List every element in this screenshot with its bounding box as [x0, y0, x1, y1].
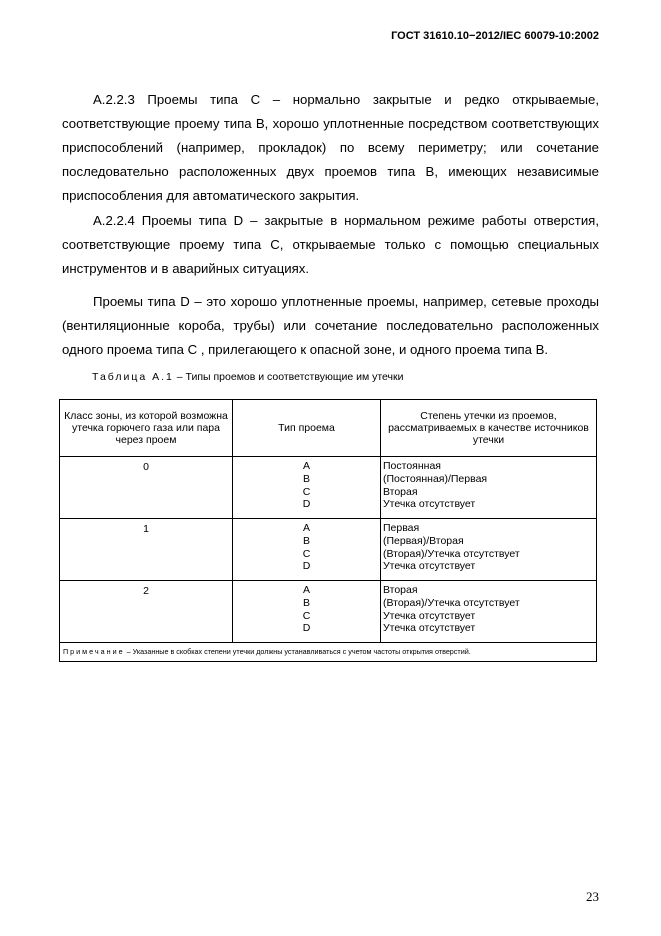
leaks-cell	[381, 519, 597, 581]
note-label: Примечание	[63, 647, 125, 656]
leak-item: Первая	[383, 522, 420, 534]
standard-header: ГОСТ 31610.10−2012/IEC 60079-10:2002	[391, 30, 599, 42]
type-item: A	[302, 522, 310, 534]
type-item: D	[302, 622, 311, 635]
table-row	[60, 457, 597, 519]
type-item: A	[302, 584, 310, 596]
leak-item: Вторая	[383, 584, 418, 596]
leak-item: Постоянная	[383, 460, 441, 472]
types-cell	[233, 581, 381, 643]
leak-item: (Вторая)/Утечка отсутствует	[383, 596, 520, 609]
leak-item: Утечка отсутствует	[383, 609, 476, 622]
leak-item: Вторая	[383, 485, 418, 498]
zone-cell: 0	[60, 457, 233, 519]
table-caption-text: – Типы проемов и соответствующие им утечки	[173, 371, 404, 383]
page-number: 23	[586, 889, 599, 904]
type-item: B	[302, 472, 310, 485]
leak-item: Утечка отсутствует	[383, 498, 476, 511]
type-item: D	[302, 498, 311, 511]
note-text: – Указанные в скобках степени утечки должны устанавливаться с учетом частоты открытия отверстий.	[124, 647, 471, 656]
type-item: C	[302, 609, 311, 622]
type-item: D	[302, 560, 311, 573]
header-leak-degree: Степень утечки из проемов, рассматриваемых в качестве источников утечки	[381, 400, 597, 457]
table-note	[60, 643, 597, 662]
table-note-row	[60, 643, 597, 662]
table-caption-label: Таблица А.1	[92, 371, 174, 383]
paragraph-type-d: Проемы типа D – это хорошо уплотненные проемы, например, сетевые проходы (вентиляционные короба, трубы) или сочетание последовательно расположенных одного проема типа С , прилегающего к опасной зоне, и одного проема типа В.	[62, 294, 599, 357]
header-zone-class: Класс зоны, из которой возможна утечка горючего газа или пара через проем	[60, 400, 233, 457]
type-item: B	[302, 596, 310, 609]
zone-cell: 1	[60, 519, 233, 581]
types-cell	[233, 457, 381, 519]
leak-item: Утечка отсутствует	[383, 622, 476, 635]
type-item: C	[302, 485, 311, 498]
leak-item: Утечка отсутствует	[383, 560, 476, 573]
table-caption	[92, 371, 403, 383]
leak-item: (Постоянная)/Первая	[383, 472, 488, 485]
header-opening-type: Тип проема	[233, 400, 381, 457]
table-row	[60, 519, 597, 581]
leak-item: (Вторая)/Утечка отсутствует	[383, 547, 520, 560]
type-item: C	[302, 547, 311, 560]
paragraph-a224: А.2.2.4 Проемы типа D – закрытые в нормальном режиме работы отверстия, соответствующие проему типа С, открываемые только с помощью специальных инструментов и в аварийных ситуациях.	[62, 213, 599, 276]
types-cell	[233, 519, 381, 581]
leak-item: (Первая)/Вторая	[383, 534, 464, 547]
type-item: B	[302, 534, 310, 547]
table-header-row	[60, 400, 597, 457]
leaks-cell	[381, 457, 597, 519]
table-row	[60, 581, 597, 643]
paragraph-a223: А.2.2.3 Проемы типа С – нормально закрытые и редко открываемые, соответствующие проему типа В, хорошо уплотненные посредством соответствующих приспособлений (например, прокладок) по всему периметру; или сочетание последовательно расположенных двух проемов типа В, имеющих независимые приспособления для автоматического закрытия.	[62, 92, 599, 203]
openings-table	[59, 399, 597, 662]
leaks-cell	[381, 581, 597, 643]
zone-cell: 2	[60, 581, 233, 643]
type-item: A	[302, 460, 310, 472]
